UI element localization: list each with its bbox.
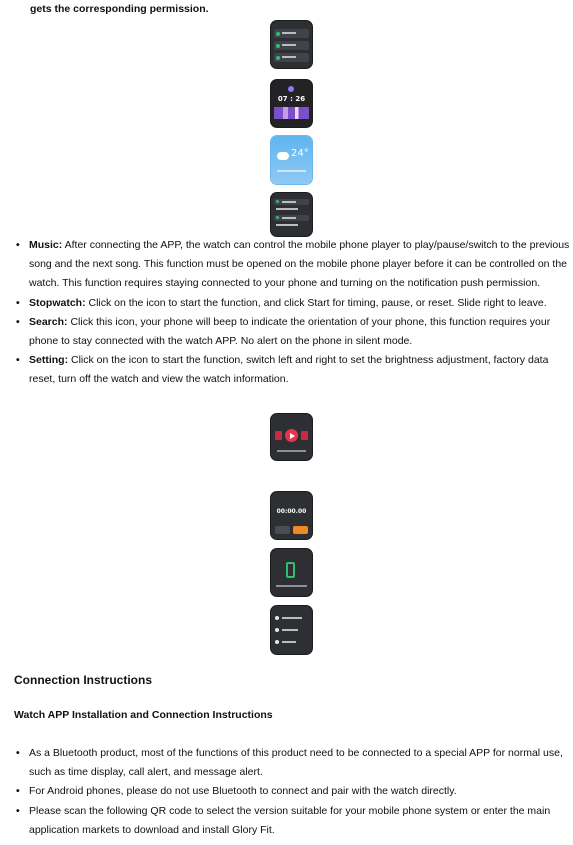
sleep-chart [274, 107, 309, 119]
feature-list [14, 236, 570, 390]
instruction-text: As a Bluetooth product, most of the functions of this product need to be connected to a special APP for normal use, such as time display, call alert, and message alert. [29, 747, 563, 779]
phone-icon [286, 562, 295, 578]
feature-text: After connecting the APP, the watch can control the mobile phone player to play/pause/switch to the previous song and the next song. This function must be opened on the mobile phone player before it can be controlled on the watch. This function requires staying connected to your phone and turning on the notification push permission. [29, 239, 570, 290]
stopwatch-time: 00:00.00 [276, 508, 307, 515]
next-icon [301, 431, 308, 440]
feature-title: Search: [29, 315, 68, 328]
volume-bar [277, 450, 306, 452]
notification-row [274, 199, 309, 205]
list-item: • Please scan the following QR code to select the version suitable for your mobile phone system or enter the main application markets to download and install Glory Fit. [16, 804, 551, 836]
menu-row [274, 29, 309, 38]
moon-icon [288, 86, 294, 92]
feature-title: Stopwatch: [29, 296, 86, 309]
watch-screen-search [271, 549, 312, 596]
watch-screen-notifications [271, 193, 312, 236]
list-item: • For Android phones, please do not use Bluetooth to connect and pair with the watch directly. [16, 785, 457, 798]
weather-temp: 24° [291, 148, 309, 159]
settings-row-label [282, 641, 296, 643]
start-icon [293, 526, 308, 534]
play-icon [290, 433, 295, 439]
reset-settings-icon [275, 616, 279, 620]
search-caption [276, 585, 307, 587]
watch-screen-stopwatch [271, 492, 312, 539]
weather-divider [277, 170, 306, 172]
cloud-icon [277, 152, 289, 160]
feature-text: Click on the icon to start the function, and click Start for timing, pause, or reset. Slide right to leave. [85, 296, 547, 309]
list-item: • As a Bluetooth product, most of the functions of this product need to be connected to a special APP for normal use, such as time display, call alert, and message alert. [16, 747, 563, 779]
notification-row [274, 215, 309, 221]
feature-text: Click this icon, your phone will beep to indicate the orientation of your phone, this function requires your phone to stay connected with the watch APP. No alert on the phone in silent mode. [29, 315, 551, 348]
feature-title: Music: [29, 239, 63, 251]
previous-icon [275, 431, 282, 440]
connection-heading: Connection Instructions [14, 673, 152, 687]
info-icon [275, 640, 279, 644]
installation-subheading: Watch APP Installation and Connection Instructions [14, 709, 273, 721]
instruction-text: For Android phones, please do not use Bluetooth to connect and pair with the watch directly. [29, 785, 457, 798]
watch-screen-menu [271, 21, 312, 68]
list-item: • Music: After connecting the APP, the watch can control the mobile phone player to play/pause/switch to the previous song and the next song. This function must be opened on the mobile phone player before it can be controlled on the watch. This function requires staying connected to your phone and turning on the notification push permission. [16, 239, 570, 290]
instruction-list [14, 744, 570, 840]
sleep-time: 07 : 26 [277, 95, 306, 103]
menu-row [274, 53, 309, 62]
watch-screen-music [271, 414, 312, 460]
list-item: • Search: Click this icon, your phone will beep to indicate the orientation of your phone, this function requires your phone to stay connected with the watch APP. No alert on the phone in silent mode. [16, 315, 551, 348]
notification-text [276, 224, 298, 226]
brightness-icon [275, 628, 279, 632]
menu-row [274, 41, 309, 50]
notification-text [276, 208, 298, 210]
intro-text: gets the corresponding permission. [30, 3, 209, 15]
list-item: • Setting: Click on the icon to start the function, switch left and right to set the brightness adjustment, factory data reset, turn off the watch and view the watch information. [16, 354, 549, 386]
watch-screen-settings [271, 606, 312, 654]
list-item: • Stopwatch: Click on the icon to start the function, and click Start for timing, pause, or reset. Slide right to leave. [16, 296, 547, 309]
reset-icon [275, 526, 290, 534]
feature-text: Click on the icon to start the function, switch left and right to set the brightness adjustment, factory data reset, turn off the watch and view the watch information. [29, 354, 549, 386]
settings-row-label [282, 629, 298, 631]
feature-title: Setting: [29, 354, 69, 367]
instruction-text: Please scan the following QR code to select the version suitable for your mobile phone system or enter the main application markets to download and install Glory Fit. [29, 804, 551, 836]
watch-screen-sleep [271, 80, 312, 127]
watch-screen-weather [271, 136, 312, 184]
settings-row-label [282, 617, 302, 619]
